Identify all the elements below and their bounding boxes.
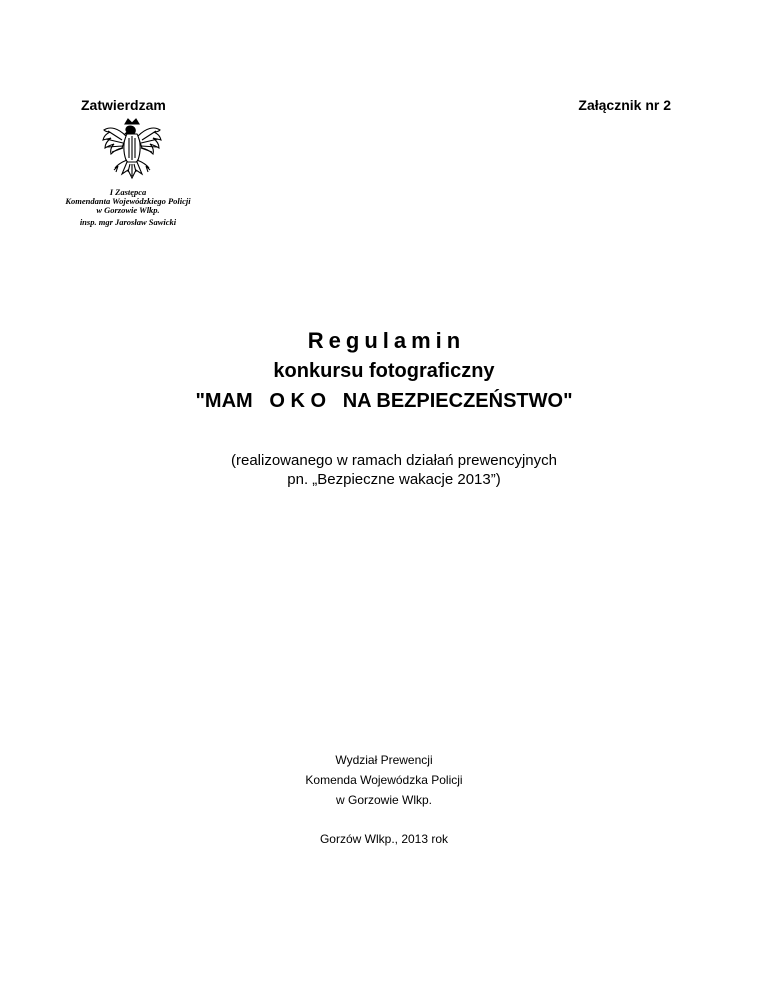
document-title: Regulamin [307, 328, 466, 353]
attachment-label: Załącznik nr 2 [578, 97, 671, 113]
stamp-line-signatory: insp. mgr Jarosław Sawicki [79, 217, 177, 227]
stamp-line-title: I Zastępca [109, 187, 147, 197]
eagle-emblem-icon [100, 118, 164, 188]
approve-label: Zatwierdzam [81, 97, 166, 113]
footer-city: w Gorzowie Wlkp. [335, 793, 433, 807]
official-stamp [28, 118, 228, 230]
stamp-line-office: Komendanta Wojewódzkiego Policji [65, 196, 191, 206]
program-note-line-1: (realizowanego w ramach działań prewencyjnych [231, 452, 557, 469]
footer-department: Wydział Prewencji [335, 753, 433, 767]
footer-headquarters: Komenda Wojewódzka Policji [305, 773, 463, 787]
footer-place-date: Gorzów Wlkp., 2013 rok [319, 832, 449, 846]
program-note-line-2: pn. „Bezpieczne wakacje 2013”) [287, 471, 501, 488]
contest-name: "MAM O K O NA BEZPIECZEŃSTWO" [195, 390, 573, 412]
document-subtitle: konkursu fotograficzny [273, 360, 495, 382]
stamp-line-city: w Gorzowie Wlkp. [96, 205, 160, 215]
